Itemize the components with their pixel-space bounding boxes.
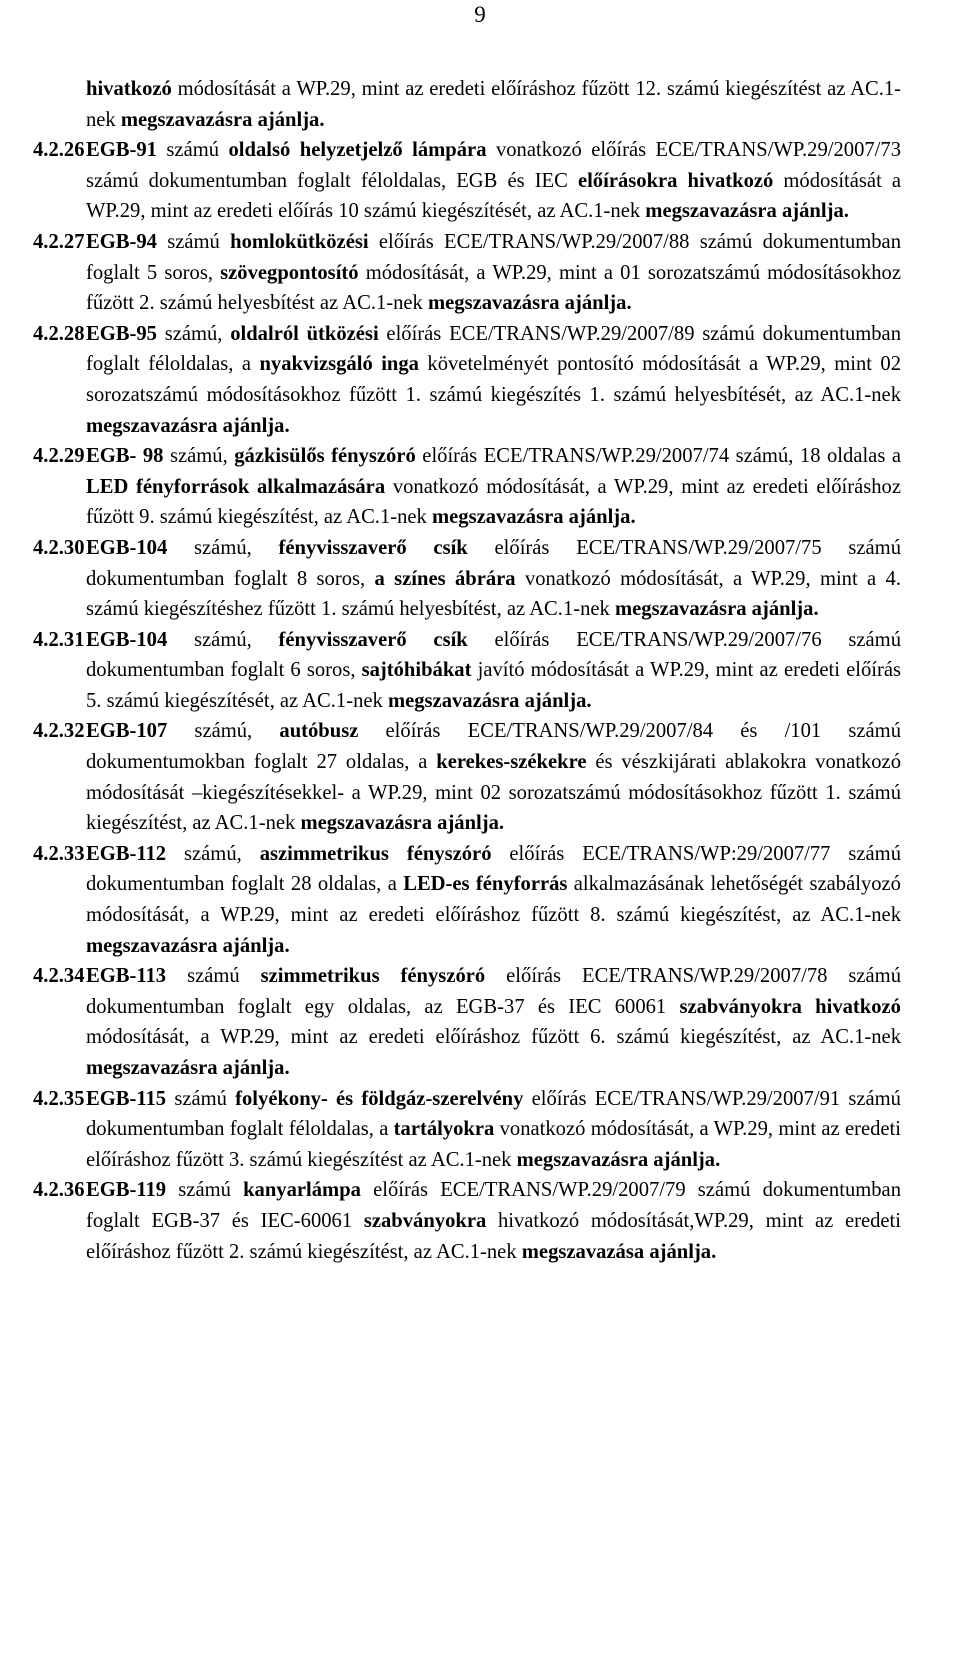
text-run: számú <box>156 230 231 253</box>
bold-text: hivatkozó <box>86 78 172 100</box>
text-run: számú, <box>167 720 280 743</box>
text-run: módosítását a WP.29, mint az eredeti előírás 10 számú kiegészítését, az AC.1-nek <box>86 169 901 223</box>
bold-text: fényvisszaverő csík <box>278 536 468 559</box>
bold-text: sajtóhibákat <box>361 659 472 682</box>
bold-text: a színes ábrára <box>374 567 516 590</box>
bold-text: folyékony- és földgáz-szerelvény <box>235 1087 524 1110</box>
paragraph-number: 4.2.29 <box>33 445 85 468</box>
bold-text: EGB-104 <box>86 628 168 651</box>
paragraph <box>33 135 901 227</box>
paragraph <box>33 1084 901 1176</box>
paragraph-text <box>86 839 901 961</box>
paragraph-number: 4.2.30 <box>33 536 85 559</box>
paragraph <box>33 839 901 961</box>
paragraph <box>33 319 901 441</box>
bold-text: megszavazásra ajánlja. <box>645 200 849 223</box>
paragraph-number <box>33 74 86 135</box>
paragraph-text <box>86 1084 901 1176</box>
paragraph-text <box>86 533 901 625</box>
paragraph <box>33 74 901 135</box>
document-body <box>33 74 901 1267</box>
bold-text: kanyarlámpa <box>243 1179 361 1202</box>
paragraph-text <box>86 227 901 319</box>
bold-text: szövegpontosító <box>220 261 359 284</box>
paragraph-number: 4.2.34 <box>33 965 85 988</box>
text-run: előírás ECE/TRANS/WP.29/2007/78 számú dokumentumban foglalt egy oldalas, az EGB-37 és IEC 60061 <box>86 965 901 1018</box>
paragraph-number: 4.2.33 <box>33 842 85 865</box>
bold-text: EGB-107 <box>86 720 168 743</box>
text-run: vonatkozó módosítását, a WP.29, mint az eredeti előíráshoz fűzött 3. számú kiegészítést az AC.1-nek <box>86 1118 901 1171</box>
bold-text: oldalsó helyzetjelző lámpára <box>228 139 487 162</box>
bold-text: megszavazásra ajánlja. <box>516 1148 721 1171</box>
bold-text: szabványokra <box>363 1209 487 1232</box>
text-run: előírás ECE/TRANS/WP.29/2007/75 számú dokumentumban foglalt 8 soros, <box>86 536 901 590</box>
text-run: számú, <box>156 322 231 345</box>
text-run: előírás ECE/TRANS/WP:29/2007/77 számú dokumentumban foglalt 28 oldalas, a <box>86 842 901 896</box>
paragraph-number: 4.2.26 <box>33 139 85 162</box>
bold-text: EGB-119 <box>86 1179 167 1202</box>
paragraph-text <box>86 1175 901 1267</box>
bold-text: autóbusz <box>279 720 359 743</box>
bold-text: fényvisszaverő csík <box>278 628 468 651</box>
text-run: módosítását, a WP.29, mint a 01 sorozatszámú módosításokhoz fűzött 2. számú helyesbítést az AC.1-nek <box>86 261 901 315</box>
paragraph <box>33 625 901 717</box>
text-run: számú <box>166 1087 236 1110</box>
text-run: előírás ECE/TRANS/WP.29/2007/79 számú dokumentumban foglalt EGB-37 és IEC-60061 <box>86 1179 901 1232</box>
paragraph-text <box>86 961 901 1083</box>
bold-text: EGB-112 <box>86 842 167 865</box>
text-run: és vészkijárati ablakokra vonatkozó módosítását –kiegészítésekkel- a WP.29, mint 02 sorozatszámú módosításokhoz fűzött 1. számú kiegészítést, az AC.1-nek <box>86 751 901 835</box>
bold-text: megszavazásra ajánlja. <box>387 689 592 712</box>
text-run: módosítását a WP.29, mint az eredeti előíráshoz fűzött 12. számú kiegészítést az AC.1-nek <box>86 78 901 131</box>
bold-text: előírásokra hivatkozó <box>577 169 774 192</box>
text-run: vonatkozó módosítását, a WP.29, mint az eredeti előíráshoz fűzött 9. számú kiegészítést, az AC.1-nek <box>86 475 901 529</box>
text-run: számú, <box>166 842 260 865</box>
paragraph-number: 4.2.32 <box>33 720 85 743</box>
text-run: számú, <box>167 536 279 559</box>
text-run: előírás ECE/TRANS/WP.29/2007/76 számú dokumentumban foglalt 6 soros, <box>86 628 901 682</box>
bold-text: megszavazásra ajánlja. <box>614 598 819 621</box>
bold-text: megszavazásra ajánlja. <box>86 1057 290 1079</box>
bold-text: megszavazásra ajánlja. <box>120 108 325 131</box>
text-run: hivatkozó módosítását,WP.29, mint az eredeti előíráshoz fűzött 2. számú kiegészítést, az AC.1-nek <box>86 1209 901 1263</box>
bold-text: EGB- 98 <box>86 445 164 468</box>
text-run: előírás ECE/TRANS/WP.29/2007/89 számú dokumentumban foglalt féloldalas, a <box>86 322 901 376</box>
bold-text: tartályokra <box>393 1118 495 1141</box>
paragraph-text <box>86 441 901 533</box>
paragraph-number: 4.2.36 <box>33 1179 85 1202</box>
paragraph <box>33 1175 901 1267</box>
bold-text: gázkisülős fényszóró <box>234 445 416 468</box>
paragraph-text <box>86 625 901 717</box>
bold-text: EGB-94 <box>86 230 157 253</box>
bold-text: EGB-115 <box>86 1087 167 1110</box>
paragraph <box>33 716 901 838</box>
page-number: 9 <box>474 2 486 27</box>
paragraph-text <box>86 319 901 441</box>
paragraph-number: 4.2.35 <box>33 1087 85 1110</box>
bold-text: EGB-104 <box>86 536 168 559</box>
bold-text: megszavazása ajánlja. <box>521 1240 717 1263</box>
text-run: előírás ECE/TRANS/WP.29/2007/88 számú dokumentumban foglalt 5 soros, <box>86 230 901 284</box>
bold-text: EGB-113 <box>86 965 167 988</box>
bold-text: megszavazásra ajánlja. <box>300 812 505 835</box>
paragraph <box>33 441 901 533</box>
bold-text: homlokütközési <box>230 230 369 253</box>
paragraph-text <box>86 74 901 135</box>
paragraph <box>33 961 901 1083</box>
text-run: követelményét pontosító módosítását a WP.29, mint 02 sorozatszámú módosításokhoz fűzött 1. számú kiegészítés 1. számú helyesbítését, az AC.1-nek <box>86 353 902 406</box>
bold-text: EGB-95 <box>86 322 157 345</box>
text-run: előírás ECE/TRANS/WP.29/2007/91 számú dokumentumban foglalt féloldalas, a <box>86 1087 901 1141</box>
bold-text: megszavazásra ajánlja. <box>86 414 290 437</box>
bold-text: nyakvizsgáló inga <box>259 353 419 376</box>
paragraph-number: 4.2.28 <box>33 322 85 345</box>
paragraph <box>33 227 901 319</box>
paragraph-text <box>86 135 901 227</box>
bold-text: aszimmetrikus fényszóró <box>259 842 492 865</box>
bold-text: LED-es fényforrás <box>403 873 568 896</box>
text-run: előírás ECE/TRANS/WP.29/2007/84 és /101 számú dokumentumokban foglalt 27 oldalas, a <box>86 720 901 774</box>
bold-text: megszavazásra ajánlja. <box>432 506 636 529</box>
bold-text: megszavazásra ajánlja. <box>428 292 632 315</box>
text-run: módosítását, a WP.29, mint az eredeti előíráshoz fűzött 6. számú kiegészítést, az AC.1-nek <box>86 1026 901 1049</box>
text-run: számú <box>166 965 261 988</box>
text-run: számú <box>166 1179 244 1202</box>
bold-text: EGB-91 <box>86 139 157 162</box>
bold-text: oldalról ütközési <box>230 322 379 345</box>
text-run: alkalmazásának lehetőségét szabályozó módosítását, a WP.29, mint az eredeti előíráshoz fűzött 8. számú kiegészítést, az AC.1-nek <box>86 873 901 927</box>
paragraph-text <box>86 716 901 838</box>
bold-text: kerekes-székekre <box>436 751 587 774</box>
text-run: számú <box>156 139 229 162</box>
paragraph-number: 4.2.31 <box>33 628 85 651</box>
text-run: előírás ECE/TRANS/WP.29/2007/74 számú, 18 oldalas a <box>415 445 901 468</box>
bold-text: szimmetrikus fényszóró <box>260 965 486 988</box>
bold-text: megszavazásra ajánlja. <box>86 934 290 957</box>
bold-text: szabványokra hivatkozó <box>679 995 901 1018</box>
text-run: vonatkozó előírás ECE/TRANS/WP.29/2007/73 számú dokumentumban foglalt féloldalas, EGB és IEC <box>86 139 901 192</box>
paragraph-number: 4.2.27 <box>33 230 85 253</box>
text-run: számú, <box>163 445 235 468</box>
text-run: számú, <box>167 628 279 651</box>
bold-text: LED fényforrások alkalmazására <box>86 475 386 498</box>
text-run: vonatkozó módosítását, a WP.29, mint a 4. számú kiegészítéshez fűzött 1. számú helyesbítést, az AC.1-nek <box>86 567 901 621</box>
paragraph <box>33 533 901 625</box>
text-run: javító módosítását a WP.29, mint az eredeti előírás 5. számú kiegészítését, az AC.1-nek <box>86 659 901 712</box>
